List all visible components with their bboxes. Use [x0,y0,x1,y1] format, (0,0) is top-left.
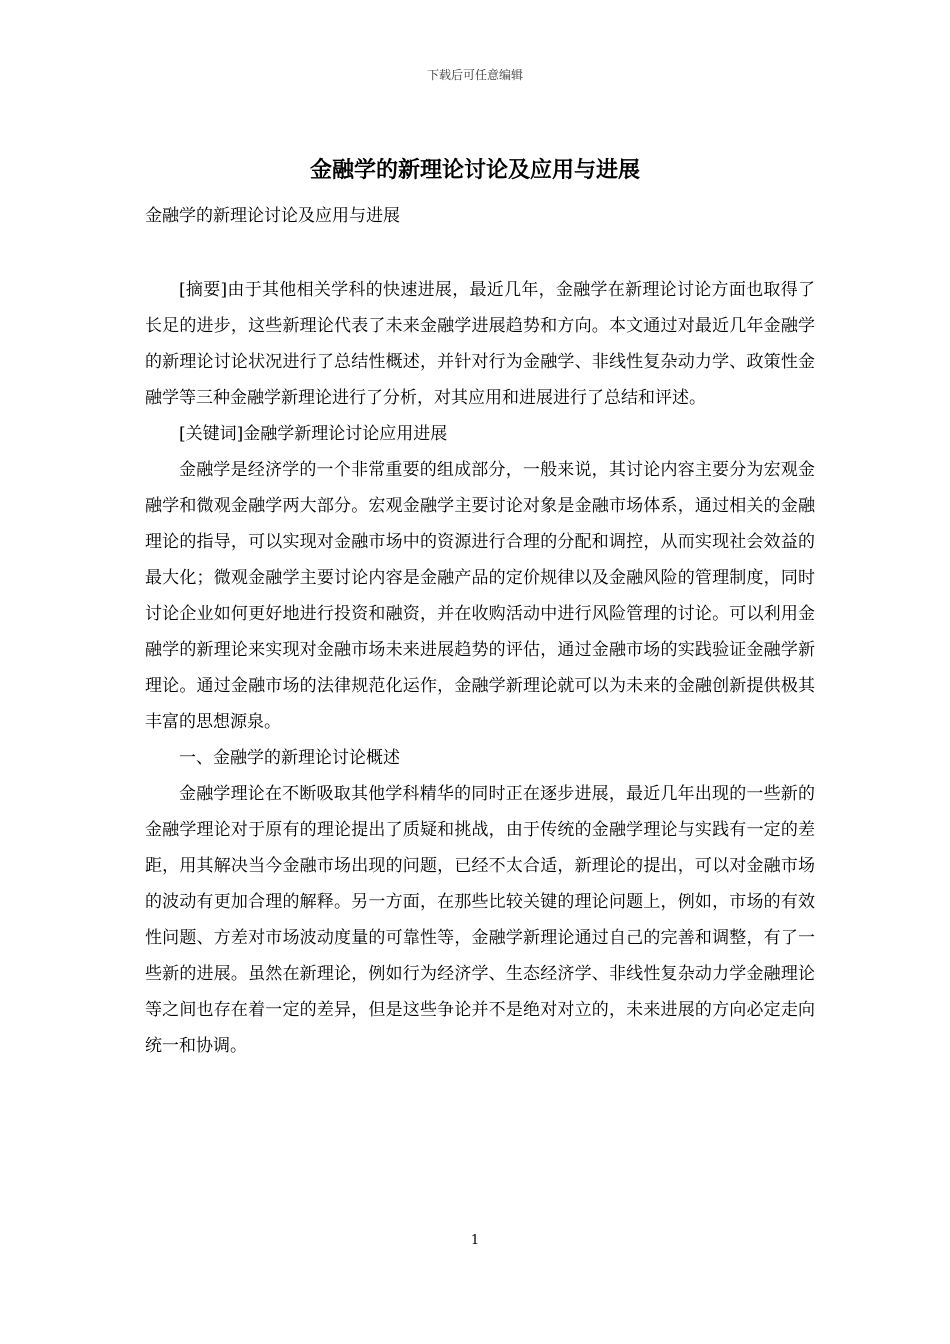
keywords-paragraph: [关键词]金融学新理论讨论应用进展 [179,424,448,444]
intro-paragraph: 金融学是经济学的一个非常重要的组成部分，一般来说，其讨论内容主要分为宏观金融学和微观金融学两大部分。宏观金融学主要讨论对象是金融市场体系，通过相关的金融理论的指导，可以实现对金融市场中的资源进行合理的分配和调控，从而实现社会效益的最大化；微观金融学主要讨论内容是金融产品的定价规律以及金融风险的管理制度，同时讨论企业如何更好地进行投资和融资，并在收购活动中进行风险管理的讨论。可以利用金融学的新理论来实现对金融市场未来进展趋势的评估，通过金融市场的实践验证金融学新理论。通过金融市场的法律规范化运作，金融学新理论就可以为未来的金融创新提供极其丰富的思想源泉。 [145,460,815,732]
header-note: 下载后可任意编辑 [426,68,523,82]
document-subtitle: 金融学的新理论讨论及应用与进展 [145,206,400,226]
section-heading: 一、金融学的新理论讨论概述 [179,748,400,768]
abstract-paragraph: [摘要]由于其他相关学科的快速进展，最近几年，金融学在新理论讨论方面也取得了长足的进步，这些新理论代表了未来金融学进展趋势和方向。本文通过对最近几年金融学的新理论讨论状况进行了总结性概述，并针对行为金融学、非线性复杂动力学、政策性金融学等三种金融学新理论进行了分析，对其应用和进展进行了总结和评述。 [145,280,815,408]
section-paragraph: 金融学理论在不断吸取其他学科精华的同时正在逐步进展，最近几年出现的一些新的金融学理论对于原有的理论提出了质疑和挑战，由于传统的金融学理论与实践有一定的差距，用其解决当今金融市场出现的问题，已经不太合适，新理论的提出，可以对金融市场的波动有更加合理的解释。另一方面，在那些比较关键的理论问题上，例如，市场的有效性问题、方差对市场波动度量的可靠性等，金融学新理论通过自己的完善和调整，有了一些新的进展。虽然在新理论，例如行为经济学、生态经济学、非线性复杂动力学金融理论等之间也存在着一定的差异，但是这些争论并不是绝对对立的，未来进展的方向必定走向统一和协调。 [145,784,815,1056]
document-title: 金融学的新理论讨论及应用与进展 [309,157,640,183]
document-body [145,272,815,1064]
page-number: 1 [470,1233,480,1248]
